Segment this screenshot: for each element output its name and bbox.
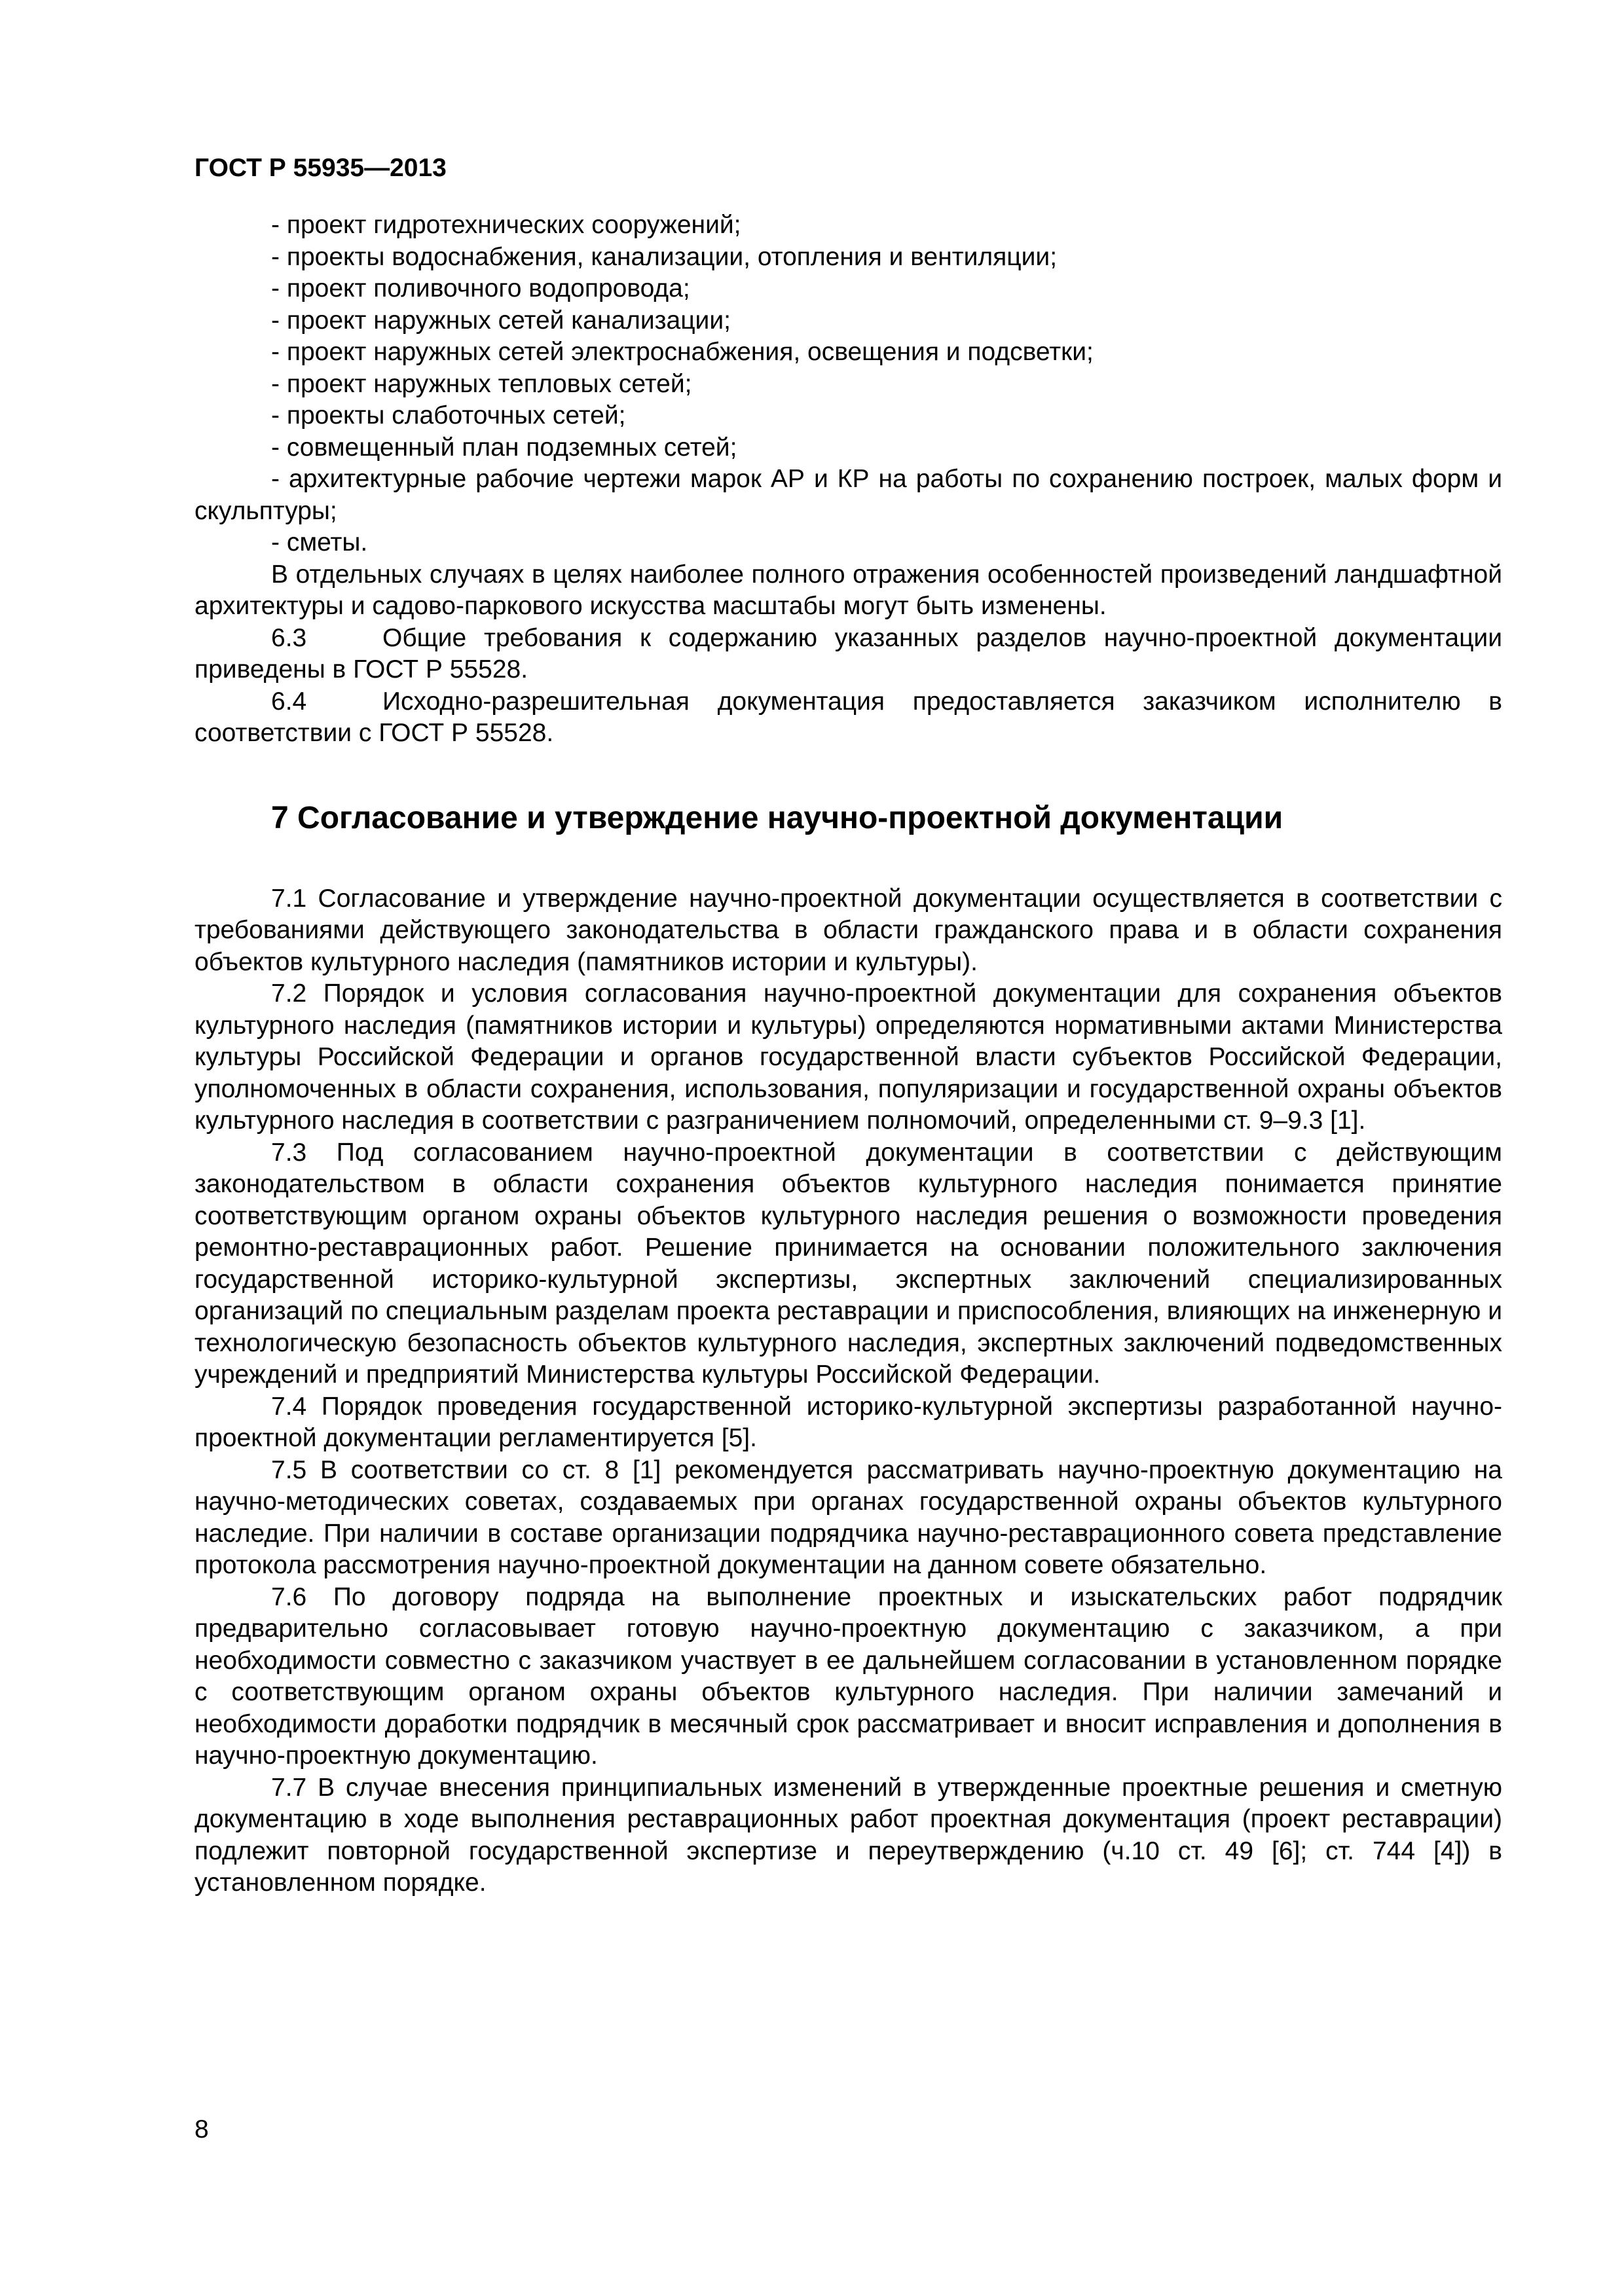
list-item: - проект наружных сетей электроснабжения, освещения и подсветки;	[271, 338, 1094, 366]
list-item: - совмещенный план подземных сетей;	[271, 433, 737, 462]
paragraph-number: 6.3	[271, 623, 307, 652]
document-body	[194, 210, 1502, 1899]
paragraph-6-4	[194, 686, 1502, 750]
paragraph-text: Исходно-разрешительная документация предоставляется заказчиком исполнителю в соответствии с ГОСТ Р 55528.	[194, 687, 1502, 747]
list-item: - проект наружных тепловых сетей;	[271, 369, 692, 398]
list-item: - проекты водоснабжения, канализации, отопления и вентиляции;	[271, 242, 1058, 271]
paragraph-scale: В отдельных случаях в целях наиболее полного отражения особенностей произведений ландшафтной архитектуры и садово-паркового искусства масштабы могут быть изменены.	[194, 560, 1502, 620]
list-item: - проект поливочного водопровода;	[271, 274, 690, 302]
list-item: - архитектурные рабочие чертежи марок АР и КР на работы по сохранению построек, малых форм и скульптуры;	[194, 465, 1502, 525]
section-7-heading: 7 Согласование и утверждение научно-проектной документации	[271, 800, 1283, 835]
list-item: - сметы.	[271, 528, 368, 556]
paragraph-number: 6.4	[271, 687, 307, 716]
list-item: - проект гидротехнических сооружений;	[271, 211, 741, 239]
paragraph-7-7: 7.7 В случае внесения принципиальных изменений в утвержденные проектные решения и сметную документацию в ходе выполнения реставрационных работ проектная документация (проект реставрации) подлежит повторной государственной экспертизе и переутверждению (ч.10 ст. 49 [6]; ст. 744 [4]) в установленном порядке.	[194, 1773, 1502, 1897]
list-item: - проекты слаботочных сетей;	[271, 401, 626, 429]
paragraph-text: Общие требования к содержанию указанных разделов научно-проектной документации приведены в ГОСТ Р 55528.	[194, 623, 1502, 683]
paragraph-7-6: 7.6 По договору подряда на выполнение проектных и изыскательских работ подрядчик предварительно согласовывает готовую научно-проектную документацию с заказчиком, а при необходимости совместно с заказчиком участвует в ее дальнейшем согласовании в установленном порядке с соответствующим органом охраны объектов культурного наследия. При наличии замечаний и необходимости доработки подрядчик в месячный срок рассматривает и вносит исправления и дополнения в научно-проектную документацию.	[194, 1582, 1502, 1770]
paragraph-7-4: 7.4 Порядок проведения государственной историко-культурной экспертизы разработанной научно-проектной документации регламентируется [5].	[194, 1392, 1502, 1452]
page-number: 8	[194, 2115, 209, 2143]
paragraph-7-2: 7.2 Порядок и условия согласования научно-проектной документации для сохранения объектов культурного наследия (памятников истории и культуры) определяются нормативными актами Министерства культуры Российской Федерации и органов государственной власти субъектов Российской Федерации, уполномоченных в области сохранения, использования, популяризации и государственной охраны объектов культурного наследия в соответствии с разграничением полномочий, определенными ст. 9–9.3 [1].	[194, 979, 1502, 1135]
document-code-header: ГОСТ Р 55935—2013	[194, 154, 447, 182]
paragraph-7-3: 7.3 Под согласованием научно-проектной документации в соответствии с действующим законодательством в области сохранения объектов культурного наследия понимается принятие соответствующим органом охраны объектов культурного наследия решения о возможности проведения ремонтно-реставрационных работ. Решение принимается на основании положительного заключения государственной историко-культурной экспертизы, экспертных заключений специализированных организаций по специальным разделам проекта реставрации и приспособления, влияющих на инженерную и технологическую безопасность объектов культурного наследия, экспертных заключений подведомственных учреждений и предприятий Министерства культуры Российской Федерации.	[194, 1138, 1502, 1389]
paragraph-7-1: 7.1 Согласование и утверждение научно-проектной документации осуществляется в соответствии с требованиями действующего законодательства в области гражданского права и в области сохранения объектов культурного наследия (памятников истории и культуры).	[194, 884, 1502, 976]
paragraph-6-3	[194, 623, 1502, 686]
paragraph-7-5: 7.5 В соответствии со ст. 8 [1] рекомендуется рассматривать научно-проектную документацию на научно-методических советах, создаваемых при органах государственной охраны объектов культурного наследие. При наличии в составе организации подрядчика научно-реставрационного совета представление протокола рассмотрения научно-проектной документации на данном совете обязательно.	[194, 1455, 1502, 1579]
list-item: - проект наружных сетей канализации;	[271, 306, 731, 335]
